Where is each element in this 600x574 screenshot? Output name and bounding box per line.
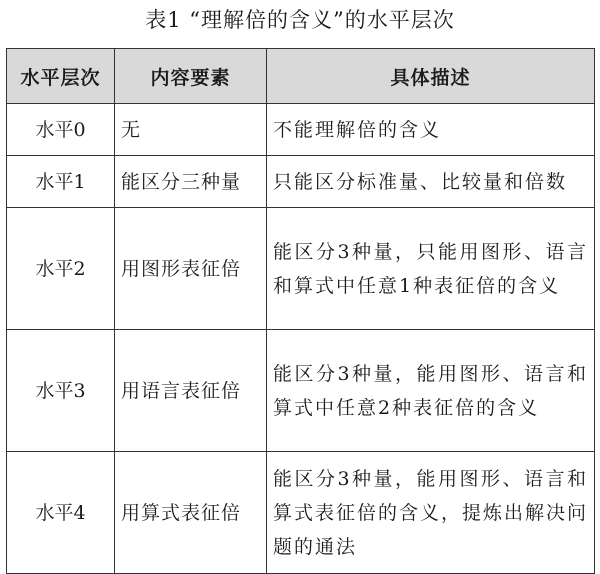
description-cell: 能区分3种量，能用图形、语言和算式表征倍的含义，提炼出解决问题的通法 [267,452,595,574]
header-description: 具体描述 [267,49,595,104]
table-row [7,330,595,452]
description-cell: 只能区分标准量、比较量和倍数 [267,156,595,208]
header-level: 水平层次 [7,49,115,104]
content-cell: 能区分三种量 [115,156,267,208]
table-row [7,104,595,156]
content-cell: 用语言表征倍 [115,330,267,452]
level-cell: 水平4 [7,452,115,574]
content-cell: 用图形表征倍 [115,208,267,330]
content-cell: 无 [115,104,267,156]
table-row [7,208,595,330]
level-cell: 水平3 [7,330,115,452]
level-cell: 水平2 [7,208,115,330]
level-table [6,48,595,574]
description-cell: 能区分3种量，只能用图形、语言和算式中任意1种表征倍的含义 [267,208,595,330]
description-cell: 不能理解倍的含义 [267,104,595,156]
level-cell: 水平0 [7,104,115,156]
level-cell: 水平1 [7,156,115,208]
content-cell: 用算式表征倍 [115,452,267,574]
table-caption: 表1 “理解倍的含义”的水平层次 [145,8,455,32]
header-content: 内容要素 [115,49,267,104]
header-row [7,49,595,104]
table-row [7,452,595,574]
description-cell: 能区分3种量，能用图形、语言和算式中任意2种表征倍的含义 [267,330,595,452]
table-row [7,156,595,208]
